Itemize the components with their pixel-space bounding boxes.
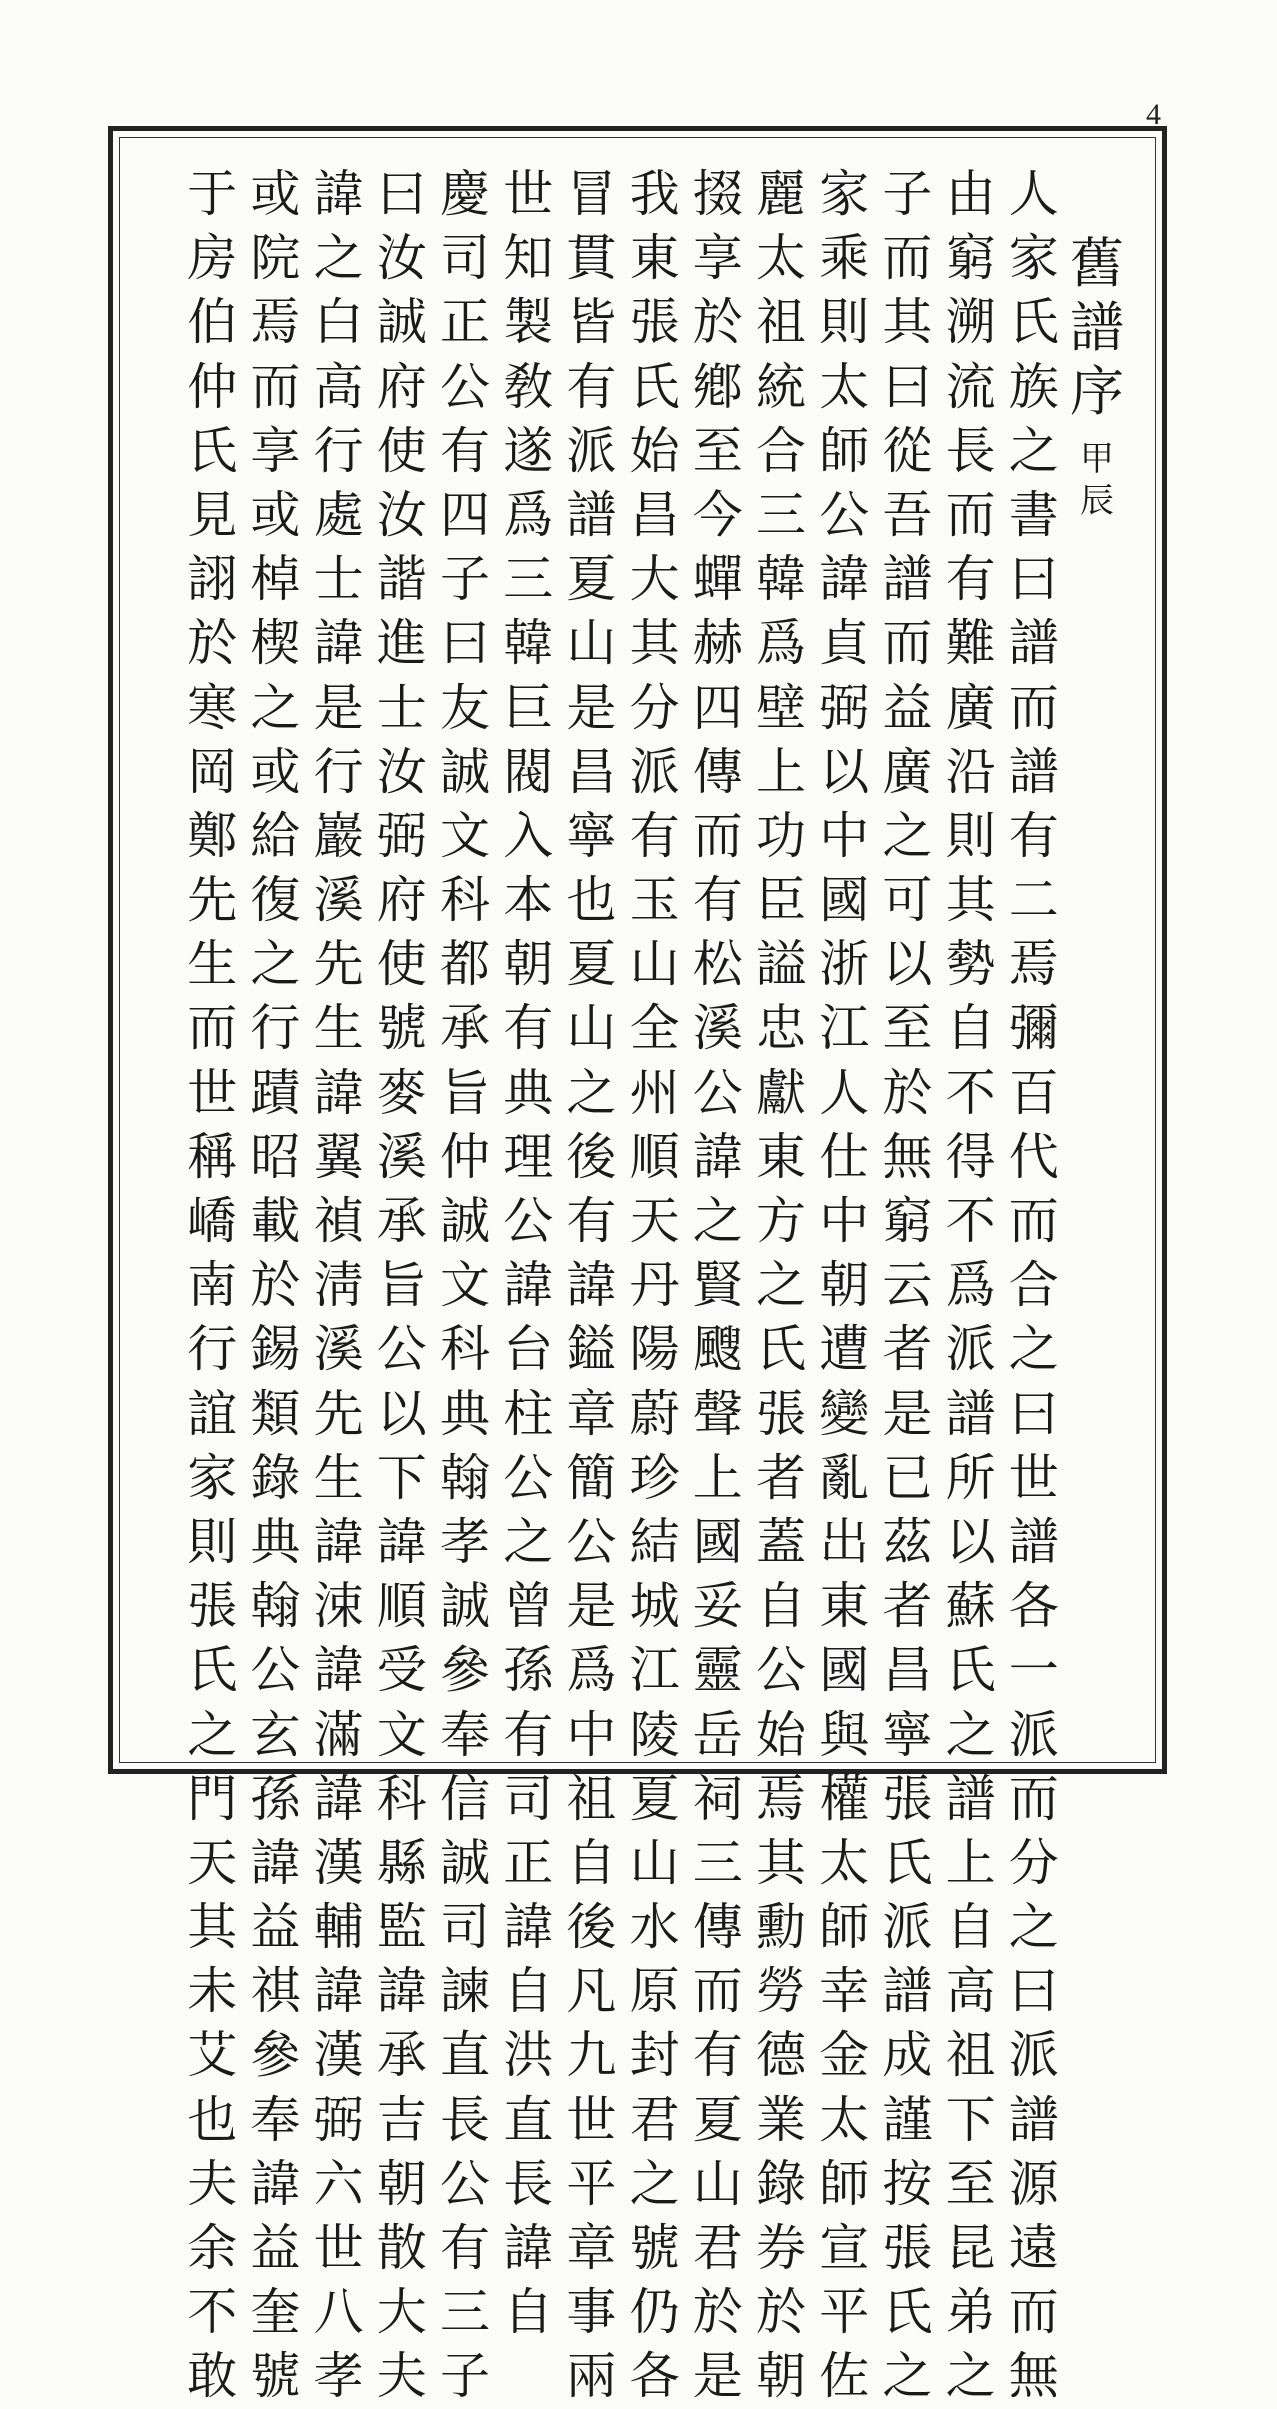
text-column: 掇 享 於 鄕 至 今 蟬 赫 四 傳 而 有 松 溪 公 諱 之 賢 颼 聲 上 國 妥 靈 岳 祠 三 傳 而 有 夏 山 君 於 是 [692,165,743,2406]
text-column: 曰 汝 誠 府 使 汝 諧 進 士 汝 弼 府 使 號 麥 溪 承 旨 公 以 下 諱 順 受 文 科 縣 監 諱 承 吉 朝 散 大 夫 [376,165,427,2406]
title-column [1066,232,1128,522]
text-column: 我 東 張 氏 始 昌 大 其 分 派 有 玉 山 全 州 順 天 丹 陽 蔚 珍 結 城 江 陵 夏 山 水 原 封 君 之 號 仍 各 [629,165,680,2406]
text-column: 由 窮 溯 流 長 而 有 難 廣 沿 則 其 勢 自 不 得 不 爲 派 譜 所 以 蘇 氏 之 譜 上 自 高 祖 下 至 昆 弟 之 [945,165,996,2406]
text-column: 世 知 製 敎 遂 爲 三 韓 巨 閥 入 本 朝 有 典 理 公 諱 台 柱 公 之 曾 孫 有 司 正 諱 自 洪 直 長 諱 自 [503,165,554,2342]
text-column: 于 房 伯 仲 氏 見 詡 於 寒 岡 鄭 先 生 而 世 稱 嶠 南 行 誼 家 則 張 氏 之 門 天 其 未 艾 也 夫 余 不 敢 [187,165,238,2406]
text-column: 家 乘 則 太 師 公 諱 貞 弼 以 中 國 浙 江 人 仕 中 朝 遭 變 亂 出 東 國 與 權 太 師 幸 金 太 師 宣 平 佐 [819,165,870,2406]
text-column: 或 院 焉 而 享 或 棹 楔 之 或 給 復 之 行 蹟 昭 載 於 錫 類 錄 典 翰 公 玄 孫 諱 益 祺 參 奉 諱 益 奎 號 [250,165,301,2406]
text-area [140,162,1140,2406]
text-column: 子 而 其 曰 從 吾 譜 而 益 廣 之 可 以 至 於 無 窮 云 者 是 已 茲 者 昌 寧 張 氏 派 譜 成 謹 按 張 氏 之 [882,165,933,2406]
text-column: 麗 太 祖 統 合 三 韓 爲 壁 上 功 臣 謚 忠 獻 東 方 之 氏 張 者 蓋 自 公 始 焉 其 勳 勞 德 業 錄 券 於 朝 [756,165,806,2406]
document-title: 舊 譜 序 [1070,232,1124,423]
text-column: 諱 之 白 高 行 處 士 諱 是 行 巖 溪 先 生 諱 翼 禎 淸 溪 先 生 諱 涑 諱 滿 諱 漢 輔 諱 漢 弼 六 世 八 孝 [313,165,364,2406]
document-title-note: 甲 辰 [1080,439,1114,521]
page-number: 4 [1146,98,1161,131]
text-column: 冒 貫 皆 有 派 譜 夏 山 是 昌 寧 也 夏 山 之 後 有 諱 鎰 章 簡 公 是 爲 中 祖 自 後 凡 九 世 平 章 事 兩 [566,165,617,2406]
text-column: 人 家 氏 族 之 書 曰 譜 而 譜 有 二 焉 彌 百 代 而 合 之 曰 世 譜 各 一 派 而 分 之 曰 派 譜 源 遠 而 無 [1008,165,1059,2406]
text-column: 慶 司 正 公 有 四 子 曰 友 誠 文 科 都 承 旨 仲 誠 文 科 典 翰 孝 誠 參 奉 信 誠 司 諫 直 長 公 有 三 子 [440,165,490,2406]
